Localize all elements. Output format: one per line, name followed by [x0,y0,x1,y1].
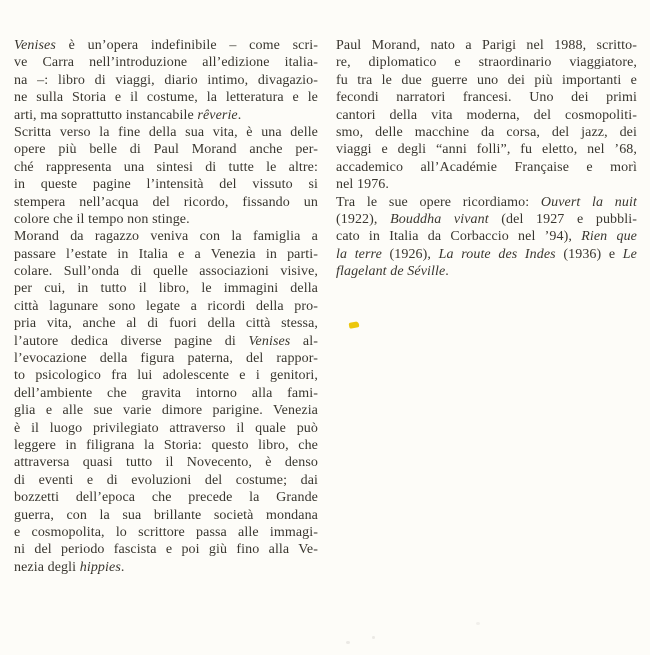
text-line: cantori della vita moderna, del cosmopoliti- [336,107,637,123]
text-line: glia e alle sue varie dimore parigine. Venezia [14,403,318,419]
text-line: attraversa quasi tutto il Novecento, è denso [14,455,318,471]
text-line: Scritta verso la fine della sua vita, è una delle [14,124,318,140]
text-line: accademico all’Académie Française e morì [336,159,637,175]
text-line: ni del periodo fascista e poi giù fino alla Ve- [14,542,318,558]
text-line: Paul Morand, nato a Parigi nel 1988, scritto- [336,38,637,53]
text-line: l’autore dedica diverse pagine di Venises al- [14,333,318,349]
text-line: nezia degli hippies. [14,559,125,575]
text-line: per cui, in tutto il libro, le immagini della [14,281,318,297]
text-line: in queste pagine l’intensità del vissuto si [14,177,318,193]
text-line: nel 1976. [336,177,390,193]
text-line: è il luogo privilegiato attraverso il quale può [14,420,318,436]
scan-noise-speck [372,636,375,639]
text-line: stempera nell’acqua del ricordo, fissando un [14,194,318,210]
text-line: Venises è un’opera indefinibile – come scri- [14,38,318,53]
text-line: fecondi narratori francesi. Uno dei primi [336,90,637,106]
text-line: e cosmopolita, lo scrittore passa alle immagi- [14,524,318,540]
text-line: ve Carra nell’introduzione all’edizione italia- [14,55,318,71]
text-line: pria vita, anche al di fuori della città stessa, [14,316,318,332]
text-line: smo, delle macchine da corsa, del jazz, dei [336,124,637,140]
text-line: fu tra le due guerre uno dei più importanti e [336,72,637,88]
text-line: Morand da ragazzo veniva con la famiglia a [14,229,318,245]
left-text-column [14,37,318,576]
text-line: arti, ma soprattutto instancabile rêverie. [14,107,242,123]
text-line: opere più belle di Paul Morand anche per- [14,142,318,158]
text-line: colare. Sull’onda di quelle associazioni visive, [14,264,318,280]
text-line: guerra, con la sua brillante società mondana [14,507,318,523]
text-line: flagelant de Séville. [336,264,449,280]
text-line: colore che il tempo non stinge. [14,211,190,227]
text-line: cato in Italia da Corbaccio nel ’94), Rien que [336,229,637,245]
text-line: dell’ambiente che gravita intorno alla fami- [14,385,318,401]
text-line: viaggi e degli “anni folli”, fu eletto, nel ’68, [336,142,637,158]
text-line: ché rappresenta una sintesi di tutte le altre: [14,159,318,175]
text-line: (1922), Bouddha vivant (del 1927 e pubbli- [336,211,637,227]
text-line: re, diplomatico e straordinario viaggiatore, [336,55,637,71]
right-text-column [336,37,637,576]
text-line: Tra le sue opere ricordiamo: Ouvert la nuit [336,194,637,210]
text-line: città lagunare sono legate a ricordi della pro- [14,298,318,314]
text-line: ne sulla Storia e il costume, la letteratura e le [14,90,318,106]
text-line: na –: libro di viaggi, diario intimo, divagazio- [14,72,318,88]
text-line: to psicologico fra lui adolescente e i genitori, [14,368,318,384]
scan-noise-speck [476,622,480,625]
text-line: l’evocazione della figura paterna, del rappor- [14,351,318,367]
text-line: la terre (1926), La route des Indes (1936) e Le [336,246,637,262]
text-line: leggere in filigrana la Storia: questo libro, che [14,437,318,453]
text-line: passare l’estate in Italia e a Venezia in parti- [14,246,318,262]
text-block [14,37,637,576]
text-line: di eventi e di evoluzioni del costume; dai [14,472,318,488]
text-line: bozzetti dell’epoca che precede la Grande [14,490,318,506]
scan-noise-speck [346,641,350,644]
